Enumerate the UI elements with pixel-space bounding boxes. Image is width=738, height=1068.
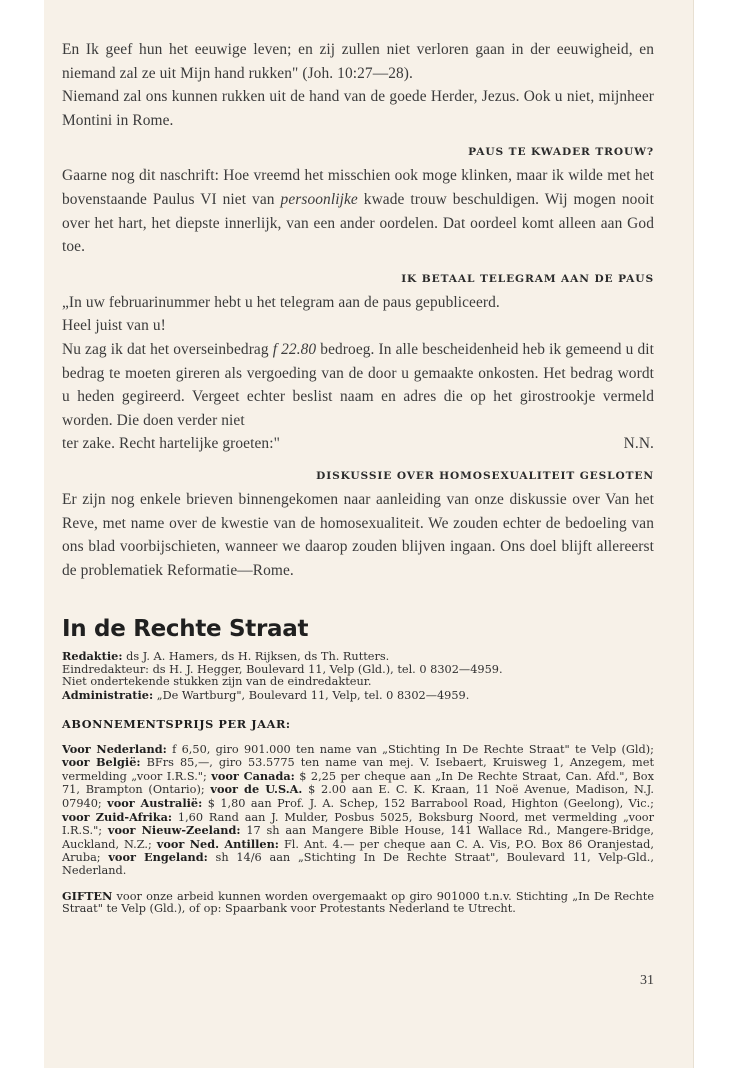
section2-letter [62,291,654,456]
letter-amount: f 22.80 [272,340,317,358]
abonnement-text-belgie: BFrs 85,—, giro 53.5775 ten name van mej. V. Isebaert, Kruisweg 1, Anzegem, met vermelding „voor I.R.S."; [62,756,654,783]
abonnement-paragraph [62,743,654,878]
intro-block [62,38,654,132]
letter-signature: N.N. [623,435,654,453]
redaktie-label: Redaktie: [62,649,123,664]
eindredakteur-line: Eindredakteur: ds H. J. Hegger, Boulevard 11, Velp (Gld.), tel. 0 8302—4959. [62,662,503,676]
abonnement-label-canada: voor Canada: [211,768,295,783]
page-content [62,38,654,916]
letter-line-3 [62,338,654,432]
letter-sign-line [62,432,654,456]
giften-paragraph [62,890,654,916]
abonnement-text-canada: $ 2,25 per cheque aan „In De Rechte Straat, Can. Afd.", Box 71, Brampton (Ontario); [62,769,654,797]
section-heading-paus-te-kwader-trouw: PAUS TE KWADER TROUW? [468,146,654,159]
letter-text-b: bedroeg. In alle bescheidenheid heb ik gemeend u dit bedrag te moeten gireren als vergoeding van de door u gemaakte onkosten. Het bedrag wordt u heden gegireerd. Vergeet echter beslist naam en adres die op het girostrookje vermeld worden. Die doen verder niet [62,340,654,429]
abonnement-label-australie: voor Australië: [107,796,203,811]
redaktie-text: ds J. A. Hamers, ds H. Rijksen, ds Th. Rutters. [122,650,390,664]
abonnement-text-usa: $ 2.00 aan E. C. K. Kraan, 11 Noë Avenue, Madison, N.J. 07940; [62,783,655,811]
masthead-title: In de Rechte Straat [62,616,309,643]
abonnement-text-nieuw-zeeland: 17 sh aan Mangere Bible House, 141 Wallace Rd., Mangere-Bridge, Auckland, N.Z.; [62,824,654,851]
section-heading-diskussie: DISKUSSIE OVER HOMOSEXUALITEIT GESLOTEN [316,469,654,482]
letter-text-a: Nu zag ik dat het overseinbedrag [62,340,273,358]
section1-text-italic: persoonlijke [280,190,358,208]
abonnement-text-zuid-afrika: 1,60 Rand aan J. Mulder, Posbus 5025, Boksburg Noord, met vermelding „voor I.R.S."; [62,810,654,838]
letter-line-2: Heel juist van u! [62,317,166,335]
intro-paragraph-1: En Ik geef hun het eeuwige leven; en zij zullen niet verloren gaan in der eeuwigheid, en niemand zal ze uit Mijn hand rukken" (Joh. 10:27—28). [62,41,654,82]
section1-text-a: Gaarne nog dit naschrift: Hoe vreemd het misschien ook moge klinken, maar ik wilde met het bovenstaande Paulus VI niet van [62,167,654,208]
abonnement-label-zuid-afrika: voor Zuid-Afrika: [62,809,173,824]
section1-paragraph [62,164,654,258]
giften-text: voor onze arbeid kunnen worden overgemaakt op giro 901000 t.n.v. Stichting „In De Rechte Straat" te Velp (Gld.), of op: Spaarbank voor Protestants Nederland te Utrecht. [62,889,654,916]
abonnement-label-antillen: voor Ned. Antillen: [156,836,279,851]
letter-closing: ter zake. Recht hartelijke groeten:" [62,435,280,453]
abonnement-heading: ABONNEMENTSPRIJS PER JAAR: [62,716,291,731]
abonnement-text-antillen: Fl. Ant. 4.— per cheque aan C. A. Vis, P.O. Box 86 Oranjestad, Aruba; [62,837,654,865]
section-heading-telegram: IK BETAAL TELEGRAM AAN DE PAUS [401,272,654,285]
colophon [62,650,654,702]
abonnement-text-engeland: sh 14/6 aan „Stichting In De Rechte Straat", Boulevard 11, Velp-Gld., Nederland. [62,851,654,877]
abonnement-label-usa: voor de U.S.A. [210,782,303,797]
page [44,0,694,1068]
abonnement-text-nederland: f 6,50, giro 901.000 ten name van „Stichting In De Rechte Straat" te Velp (Gld); [166,742,654,756]
abonnement-text-australie: $ 1,80 aan Prof. J. A. Schep, 152 Barrabool Road, Highton (Geelong), Vic.; [202,797,654,811]
giften-label: GIFTEN [62,888,113,903]
abonnement-label-nederland: Voor Nederland: [62,741,167,756]
administratie-text: „De Wartburg", Boulevard 11, Velp, tel. 0 8302—4959. [153,689,470,703]
section3-paragraph [62,488,654,582]
administratie-label: Administratie: [62,688,154,703]
abonnement-label-belgie: voor België: [62,755,141,770]
letter-line-1: „In uw februarinummer hebt u het telegram aan de paus gepubliceerd. [62,293,500,311]
section3-text: Er zijn nog enkele brieven binnengekomen naar aanleiding van onze diskussie over Van het Reve, met name over de kwestie van de homosexualiteit. We zouden echter de bedoeling van ons blad voorbijschieten, wanneer we daarop zouden blijven ingaan. Ons doel blijft allereerst de problematiek Reformatie—Rome. [62,490,654,579]
niet-ondertekend-line: Niet ondertekende stukken zijn van de eindredakteur. [62,675,372,689]
abonnement-label-engeland: voor Engeland: [108,850,208,865]
intro-paragraph-2: Niemand zal ons kunnen rukken uit de hand van de goede Herder, Jezus. Ook u niet, mijnheer Montini in Rome. [62,88,654,129]
section1-text-b: kwade trouw beschuldigen. Wij mogen nooit over het hart, het diepste innerlijk, van een ander oordelen. Dat oordeel komt alleen aan God toe. [62,190,655,256]
abonnement-label-nieuw-zeeland: voor Nieuw-Zeeland: [107,823,241,838]
page-number: 31 [640,973,654,988]
